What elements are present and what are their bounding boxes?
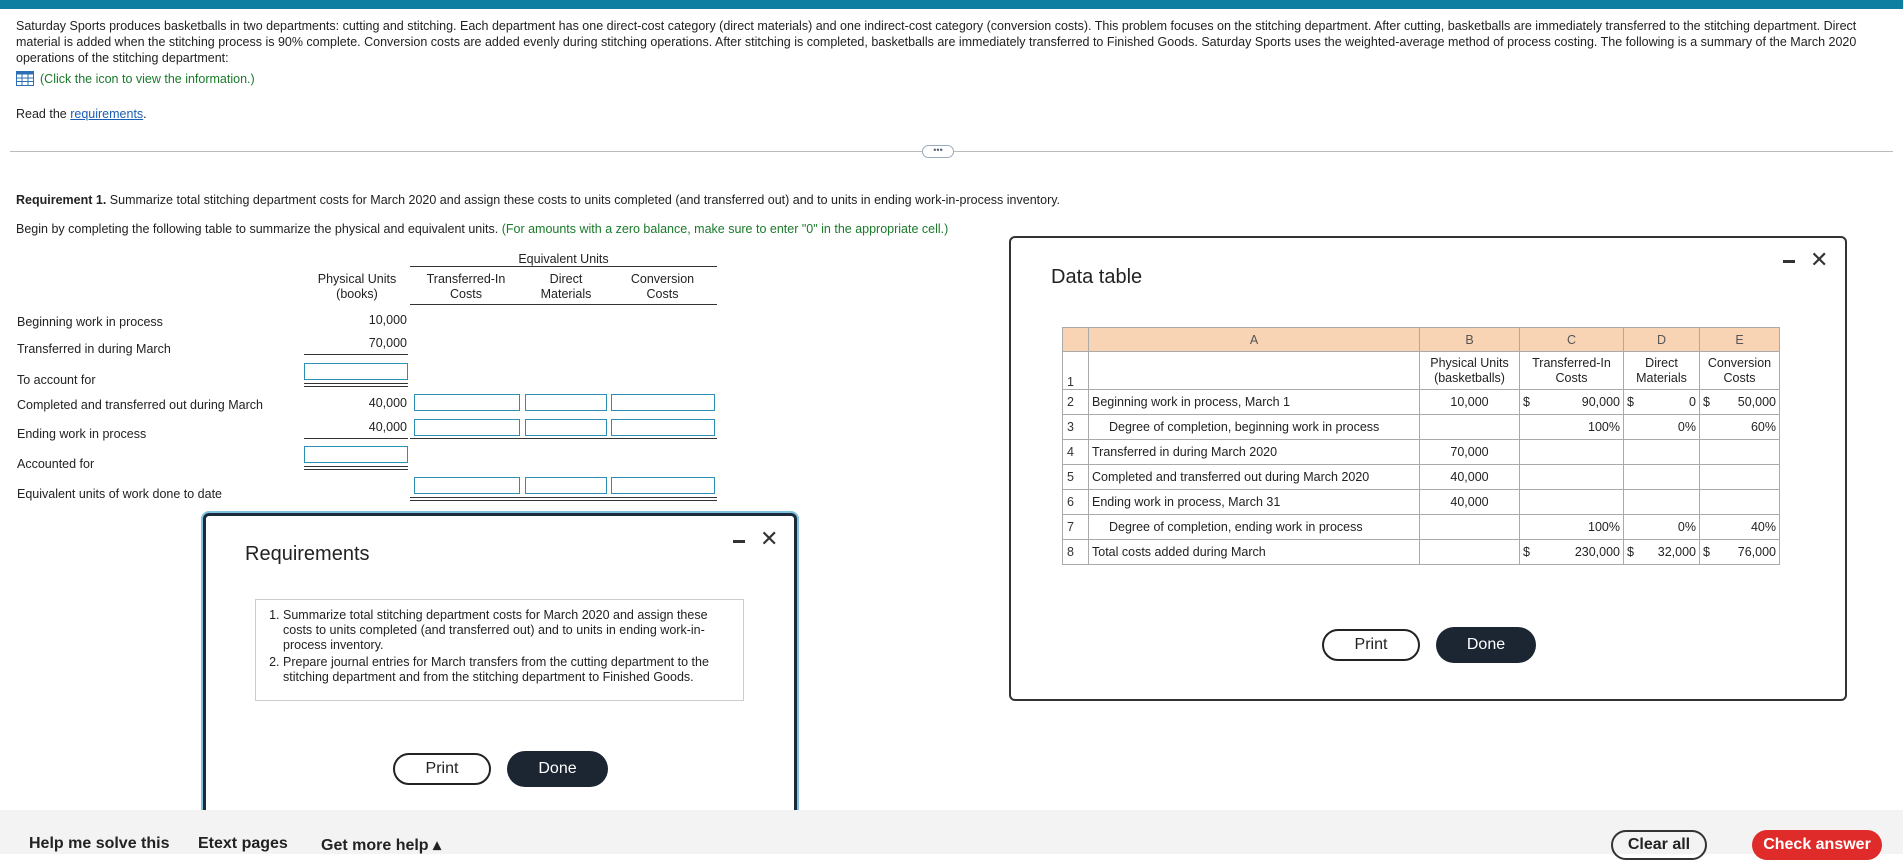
row-label: Transferred in during March 2020 (1089, 440, 1420, 465)
transferred-in-header-line2: Costs (450, 287, 482, 301)
direct-materials-value: 0% (1624, 415, 1700, 440)
requirement-1-text (16, 193, 1060, 207)
row-number: 3 (1063, 415, 1089, 440)
read-requirements (16, 107, 147, 121)
table-row (1063, 465, 1780, 490)
read-prefix: Read the (16, 107, 71, 121)
requirements-list-box (255, 599, 744, 701)
header-transferred-in (1520, 352, 1624, 390)
requirements-done-button[interactable]: Done (507, 751, 608, 787)
row-number: 2 (1063, 390, 1089, 415)
physical-subtotal-line (304, 354, 408, 355)
row-number: 6 (1063, 490, 1089, 515)
direct-materials-value: 0 (1689, 395, 1696, 409)
data-table-minimize-button[interactable] (1783, 260, 1795, 263)
begin-text: Begin by completing the following table to summarize the physical and equivalent units. (16, 222, 502, 236)
help-me-solve-this-button[interactable]: Help me solve this (29, 835, 170, 852)
currency-symbol: $ (1523, 545, 1530, 559)
conversion-costs-value (1700, 465, 1780, 490)
currency-symbol: $ (1627, 545, 1634, 559)
equivalent-units-header: Equivalent Units (410, 252, 717, 267)
table-row (1063, 440, 1780, 465)
column-letters-row (1063, 328, 1780, 352)
top-accent-bar (0, 0, 1903, 9)
physical-units-value (1420, 540, 1520, 565)
row-label: Ending work in process, March 31 (1089, 490, 1420, 515)
direct-materials-value (1624, 440, 1700, 465)
transferred-in-value: 100% (1520, 415, 1624, 440)
corner-cell (1063, 328, 1089, 352)
table-row (1063, 390, 1780, 415)
column-letter-b: B (1420, 328, 1520, 352)
data-table (1062, 327, 1780, 565)
table-row (1063, 490, 1780, 515)
header-b1: Physical Units (1430, 355, 1509, 370)
accounted-for-double-line (304, 466, 408, 470)
column-letter-e: E (1700, 328, 1780, 352)
equivalent-conversion-costs-input[interactable] (611, 477, 715, 494)
direct-materials-header-line2: Materials (540, 287, 592, 301)
row-label: Beginning work in process, March 1 (1089, 390, 1420, 415)
direct-materials-cell (1624, 390, 1700, 415)
header-b2: (basketballs) (1434, 370, 1505, 385)
row-label-completed: Completed and transferred out during March (17, 398, 263, 412)
direct-materials-header-line1: Direct (549, 272, 583, 286)
requirement-item: 1. Summarize total stitching department costs for March 2020 and assign these costs to units completed (and transferred out) and to units in ending work-in-process inventory. (283, 608, 733, 653)
transferred-in-header (410, 272, 522, 302)
table-header-row (1063, 352, 1780, 390)
completed-direct-materials-input[interactable] (525, 394, 607, 411)
physical-units-value (1420, 415, 1520, 440)
transferred-in-value (1520, 465, 1624, 490)
expand-toggle[interactable]: ••• (922, 145, 954, 158)
problem-intro: Saturday Sports produces basketballs in two departments: cutting and stitching. Each department has one direct-cost category (direct materials) and one indirect-cost category (conversion costs). This problem focuses on the stitching department. After cutting, basketballs are immediately transferred to the stitching department. Direct material is added when the stitching process is 90% complete. Conversion costs are added evenly during stitching operations. After stitching is completed, basketballs are immediately transferred to Finished Goods. Saturday Sports uses the weighted-average method of process costing. The following is a summary of the March 2020 operations of the stitching department: (16, 19, 1857, 65)
ending-conversion-costs-input[interactable] (611, 419, 715, 436)
row-label-accounted-for: Accounted for (17, 457, 95, 471)
row-label: Degree of completion, ending work in process (1089, 515, 1420, 540)
physical-units-header-line1: Physical Units (317, 272, 397, 286)
equivalent-transferred-in-input[interactable] (414, 477, 520, 494)
get-more-help-button[interactable]: Get more help ▴ (321, 837, 442, 854)
conversion-costs-value (1700, 490, 1780, 515)
view-information-text[interactable]: (Click the icon to view the information.) (40, 71, 255, 86)
etext-pages-button[interactable]: Etext pages (198, 835, 288, 852)
physical-transferred-in: 70,000 (368, 336, 407, 350)
requirements-minimize-button[interactable] (733, 540, 745, 543)
header-d2: Materials (1636, 370, 1687, 385)
column-letter-d: D (1624, 328, 1700, 352)
header-underline (410, 304, 717, 305)
row-label-to-account-for: To account for (17, 373, 96, 387)
transferred-in-value: 100% (1520, 515, 1624, 540)
transferred-in-header-line1: Transferred-In (426, 272, 506, 286)
currency-symbol: $ (1703, 395, 1710, 409)
row-label-ending-wip: Ending work in process (17, 427, 147, 441)
requirements-list (283, 608, 733, 685)
physical-units-header (307, 272, 407, 302)
check-answer-button[interactable]: Check answer (1752, 830, 1882, 860)
conversion-costs-cell (1700, 390, 1780, 415)
direct-materials-cell (1624, 540, 1700, 565)
transferred-in-value: 90,000 (1581, 395, 1620, 409)
header-label-cell (1089, 352, 1420, 390)
currency-symbol: $ (1627, 395, 1634, 409)
ending-transferred-in-input[interactable] (414, 419, 520, 436)
header-c2: Costs (1555, 370, 1588, 385)
transferred-in-value (1520, 490, 1624, 515)
data-table-modal-title: Data table (1051, 266, 1143, 288)
to-account-for-physical-input[interactable] (304, 363, 408, 380)
physical-units-value (1420, 515, 1520, 540)
row-number: 1 (1063, 352, 1089, 390)
physical-beginning-wip: 10,000 (368, 313, 407, 327)
completed-conversion-costs-input[interactable] (611, 394, 715, 411)
table-icon[interactable] (16, 71, 34, 86)
requirement-1-body: Summarize total stitching department costs for March 2020 and assign these costs to units completed (and transferred out) and to units in ending work-in-process inventory. (106, 193, 1061, 207)
clear-all-button[interactable]: Clear all (1611, 830, 1707, 860)
conversion-costs-value: 60% (1700, 415, 1780, 440)
physical-ending-wip: 40,000 (368, 420, 407, 434)
header-conversion-costs (1700, 352, 1780, 390)
header-d1: Direct (1645, 355, 1678, 370)
row-label: Completed and transferred out during March 2020 (1089, 465, 1420, 490)
column-letter-c: C (1520, 328, 1624, 352)
direct-materials-value: 0% (1624, 515, 1700, 540)
direct-materials-value: 32,000 (1657, 545, 1696, 559)
physical-units-value: 40,000 (1420, 465, 1520, 490)
begin-instruction (16, 222, 948, 236)
conversion-costs-header (610, 272, 715, 302)
header-e2: Costs (1723, 370, 1756, 385)
direct-materials-value (1624, 490, 1700, 515)
conversion-costs-header-line2: Costs (646, 287, 679, 301)
read-suffix: . (143, 107, 147, 121)
direct-materials-header (522, 272, 610, 302)
conversion-costs-value: 40% (1700, 515, 1780, 540)
row-label: Total costs added during March (1089, 540, 1420, 565)
completed-transferred-in-input[interactable] (414, 394, 520, 411)
conversion-costs-value: 50,000 (1737, 395, 1776, 409)
requirements-print-button[interactable]: Print (393, 753, 491, 785)
header-c1: Transferred-In (1532, 355, 1611, 370)
transferred-in-value: 230,000 (1574, 545, 1620, 559)
requirements-modal-title: Requirements (245, 543, 370, 565)
view-information-link[interactable] (16, 71, 255, 86)
conversion-costs-value (1700, 440, 1780, 465)
requirement-1-label: Requirement 1. (16, 193, 107, 207)
row-number: 7 (1063, 515, 1089, 540)
currency-symbol: $ (1523, 395, 1530, 409)
physical-units-header-line2: (books) (336, 287, 378, 301)
row-label-transferred-in: Transferred in during March (17, 342, 171, 356)
transferred-in-cell (1520, 540, 1624, 565)
header-e1: Conversion (1707, 355, 1772, 370)
transferred-in-cell (1520, 390, 1624, 415)
physical-units-value: 70,000 (1420, 440, 1520, 465)
equivalent-ending-underline (410, 438, 717, 439)
transferred-in-value (1520, 440, 1624, 465)
conversion-costs-value: 76,000 (1737, 545, 1776, 559)
data-table-close-button[interactable]: ✕ (1810, 247, 1829, 272)
physical-ending-underline (304, 438, 408, 439)
physical-units-value: 10,000 (1420, 390, 1520, 415)
equivalent-double-line (410, 497, 717, 501)
row-number: 4 (1063, 440, 1089, 465)
currency-symbol: $ (1703, 545, 1710, 559)
row-number: 5 (1063, 465, 1089, 490)
zero-balance-hint: (For amounts with a zero balance, make sure to enter "0" in the appropriate cell.) (501, 222, 949, 236)
header-direct-materials (1624, 352, 1700, 390)
table-row (1063, 515, 1780, 540)
accounted-for-physical-input[interactable] (304, 446, 408, 463)
requirement-item: 2. Prepare journal entries for March transfers from the cutting department to the stitching department and from the stitching department to Finished Goods. (283, 655, 733, 685)
row-label: Degree of completion, beginning work in process (1089, 415, 1420, 440)
to-account-for-double-line (304, 383, 408, 387)
direct-materials-value (1624, 465, 1700, 490)
table-row (1063, 540, 1780, 565)
physical-completed: 40,000 (368, 396, 407, 410)
data-table-done-button[interactable]: Done (1436, 627, 1536, 663)
row-label-equivalent-units: Equivalent units of work done to date (17, 487, 222, 501)
requirements-close-button[interactable]: ✕ (760, 526, 779, 551)
row-label-beginning-wip: Beginning work in process (17, 315, 163, 329)
conversion-costs-header-line1: Conversion (630, 272, 695, 286)
data-table-print-button[interactable]: Print (1322, 629, 1420, 661)
conversion-costs-cell (1700, 540, 1780, 565)
ending-direct-materials-input[interactable] (525, 419, 607, 436)
equivalent-direct-materials-input[interactable] (525, 477, 607, 494)
header-physical-units (1420, 352, 1520, 390)
column-letter-a: A (1089, 328, 1420, 352)
table-row (1063, 415, 1780, 440)
requirements-link[interactable]: requirements (70, 107, 144, 121)
physical-units-value: 40,000 (1420, 490, 1520, 515)
row-number: 8 (1063, 540, 1089, 565)
